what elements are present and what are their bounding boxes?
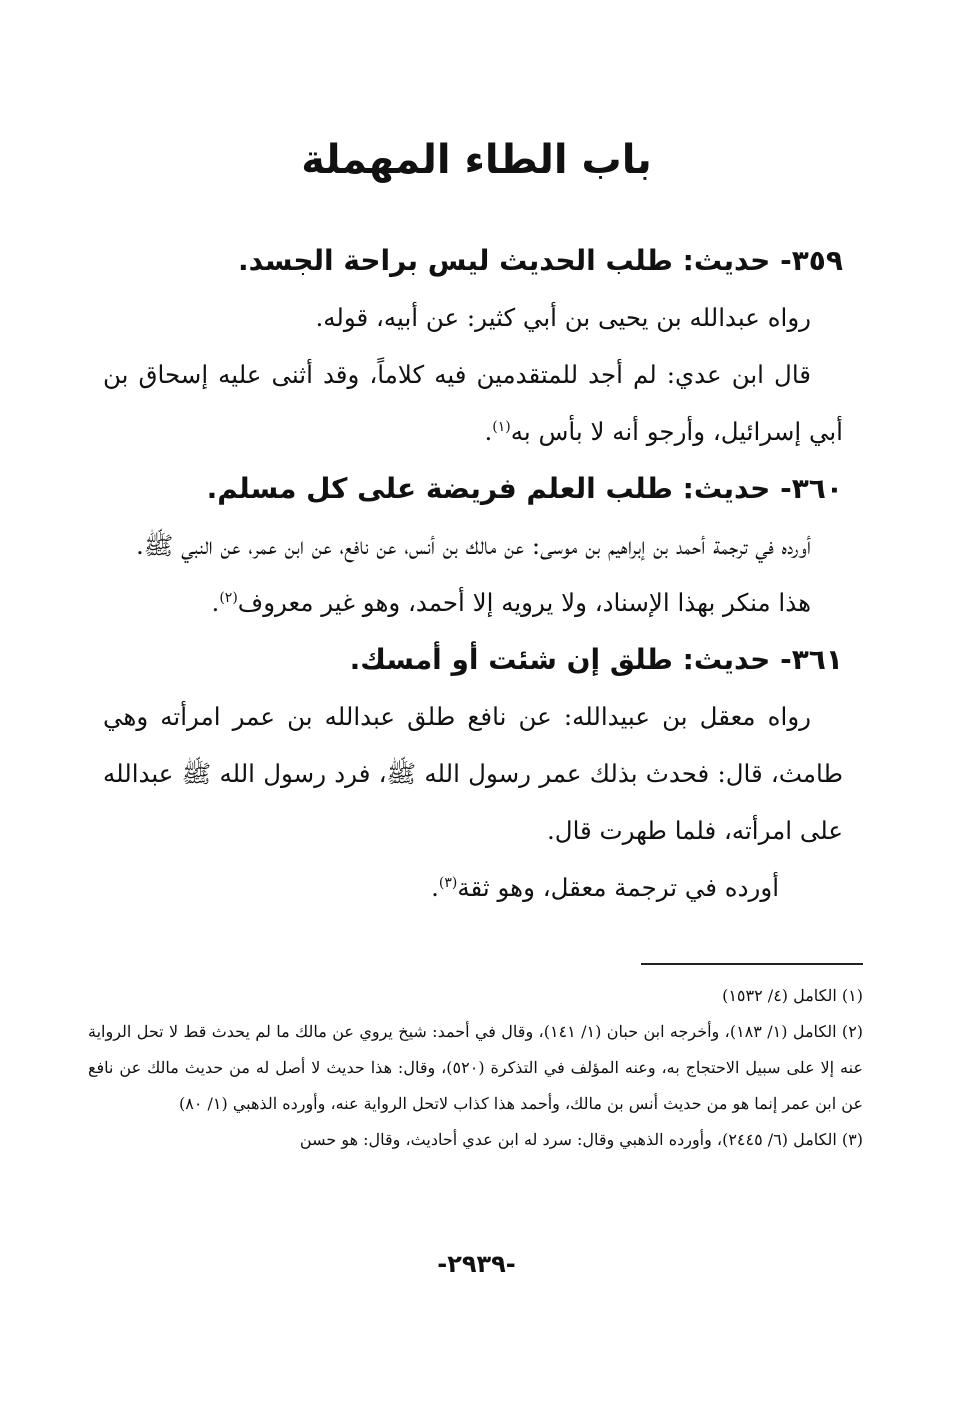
commentary-text: قال ابن عدي: لم أجد للمتقدمين فيه كلاماً، وقد أثنى عليه إسحاق بن أبي إسرائيل، وأرجو أنه لا بأس به [103,360,843,446]
hadith-narration-359: رواه عبدالله بن يحيى بن أبي كثير: عن أبيه، قوله. [315,303,811,332]
commentary-end: . [431,873,439,902]
main-text [103,232,843,916]
hadith-narration-361: رواه معقل بن عبيدالله: عن نافع طلق عبدالله بن عمر امرأته وهي طامث، قال: فحدث بذلك عمر رسول الله ﷺ، فرد رسول الله ﷺ عبدالله على امرأته، فلما طهرت قال. [103,702,843,845]
footnote-3: (٣) الكامل (٦/ ٢٤٤٥)، وأورده الذهبي وقال: سرد له ابن عدي أحاديث، وقال: هو حسن [299,1130,863,1149]
footnote-marker-3[interactable]: (٣) [438,874,458,891]
hadith-heading-360: ٣٦٠- حديث: طلب العلم فريضة على كل مسلم. [206,472,843,505]
hadith-heading-361: ٣٦١- حديث: طلق إن شئت أو أمسك. [349,643,843,676]
commentary-end: . [484,417,493,446]
commentary-end: . [211,588,220,617]
page-number: -٢٩٣٩- [437,1250,516,1278]
hadith-narration-360: أورده في ترجمة أحمد بن إبراهيم بن موسى: عن مالك بن أنس، عن نافع، عن ابن عمر، عن النبي ﷺ. [135,531,811,560]
footnote-1: (١) الكامل (٤/ ١٥٣٢) [722,986,863,1005]
chapter-title: باب الطاء المهملة [301,137,652,183]
footnote-2: (٢) الكامل (١/ ١٨٣)، وأخرجه ابن حبان (١/ ١٤١)، وقال في أحمد: شيخ يروي عن مالك ما لم يحدث قط لا تحل الرواية عنه إلا على سبيل الاحتجاج به، وعنه المؤلف في التذكرة (٥٢٠)، وقال: هذا حديث لا أصل له من حديث مالك عن نافع عن ابن عمر إنما هو من حديث أنس بن مالك، وأحمد هذا كذاب لاتحل الرواية عنه، وأورده الذهبي (١/ ٨٠) [88,1022,864,1113]
hadith-commentary-360 [103,574,843,631]
hadith-heading-359: ٣٥٩- حديث: طلب الحديث ليس براحة الجسد. [238,244,843,277]
footnote-separator [641,963,863,965]
hadith-commentary-361 [103,859,843,916]
footnote-marker-1[interactable]: (١) [492,418,511,435]
commentary-text: أورده في ترجمة معقل، وهو ثقة [457,873,779,902]
footnotes [88,978,863,1158]
footnote-marker-2[interactable]: (٢) [219,589,238,606]
hadith-commentary-359 [103,346,843,460]
commentary-text: هذا منكر بهذا الإسناد، ولا يرويه إلا أحمد، وهو غير معروف [237,588,811,617]
